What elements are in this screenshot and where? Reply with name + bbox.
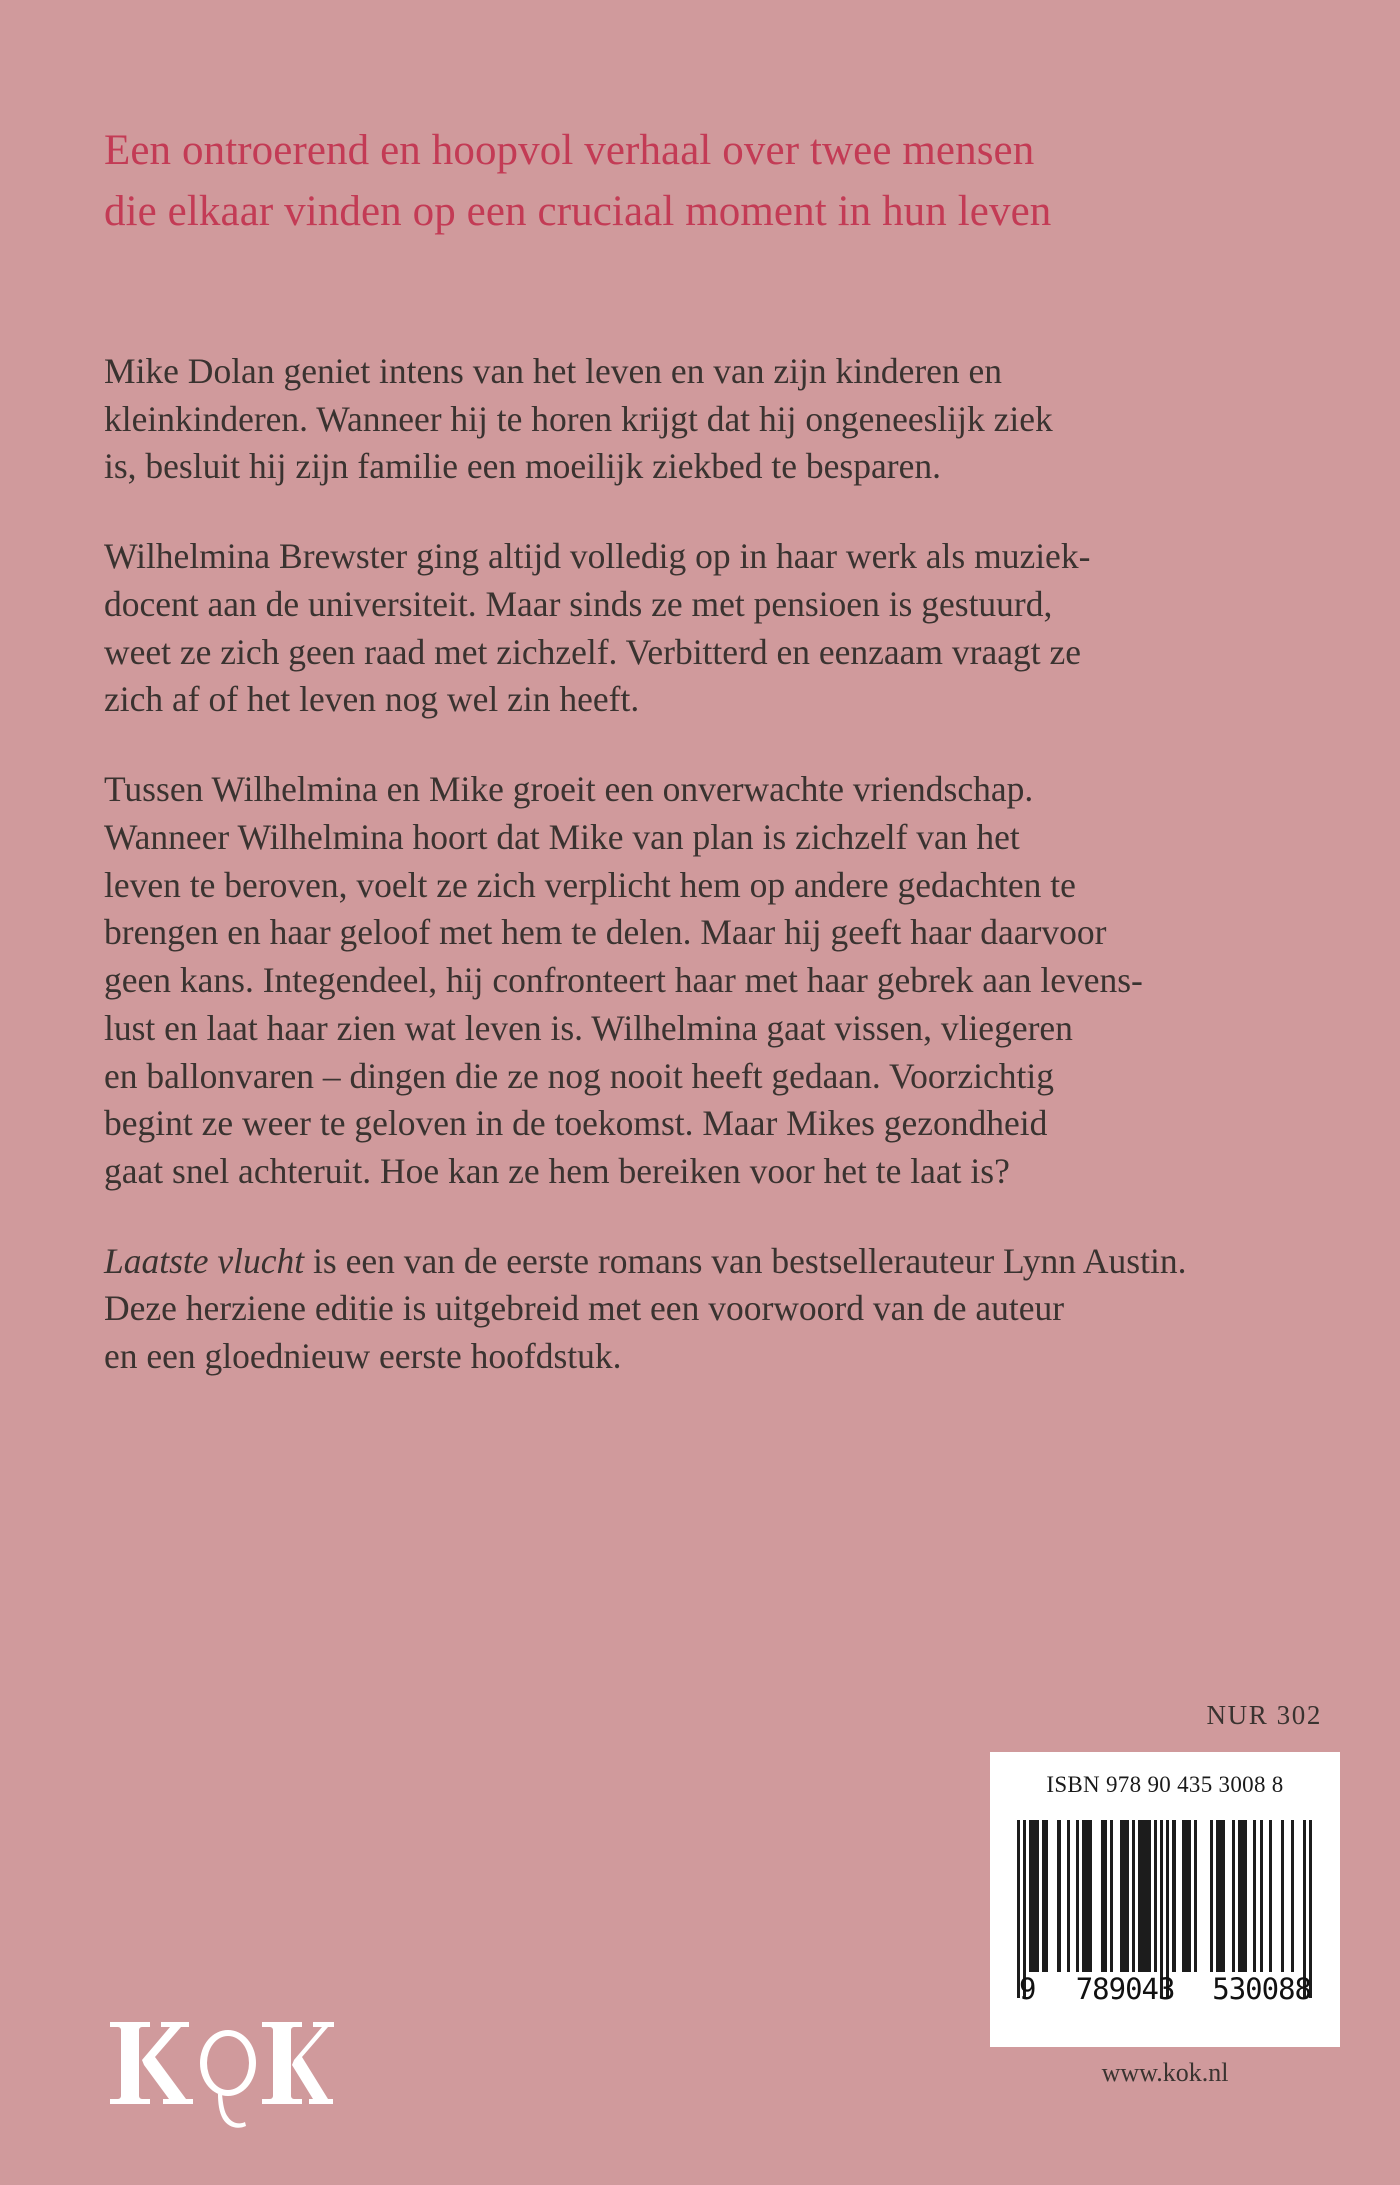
blurb-paragraph-4 — [104, 1238, 1344, 1381]
tagline-line-2: die elkaar vinden op een cruciaal moment in hun leven — [104, 188, 1052, 236]
blurb-line: weet ze zich geen raad met zichzelf. Verbitterd en eenzaam vraagt ze — [104, 631, 1081, 672]
blurb-line: begint ze weer te geloven in de toekomst. Maar Mikes gezondheid — [104, 1103, 1048, 1144]
tagline — [104, 120, 1329, 242]
isbn-number: ISBN 978 90 435 3008 8 — [1046, 1772, 1284, 1797]
blurb-line: geen kans. Integendeel, hij confronteert haar met haar gebrek aan levens- — [104, 960, 1143, 1001]
blurb-paragraph-3 — [104, 766, 1344, 1196]
barcode-digits-right: 530088 — [1212, 1972, 1311, 2006]
blurb-line: zich af of het leven nog wel zin heeft. — [104, 679, 640, 720]
blurb-line: Mike Dolan geniet intens van het leven en van zijn kinderen en — [104, 351, 1003, 391]
blurb-line: lust en laat haar zien wat leven is. Wilhelmina gaat vissen, vliegeren — [104, 1007, 1073, 1048]
blurb-line: Wilhelmina Brewster ging altijd volledig op in haar werk als muziek- — [104, 536, 1091, 577]
blurb-line: en een gloednieuw eerste hoofdstuk. — [104, 1336, 622, 1377]
blurb-line: Wanneer Wilhelmina hoort dat Mike van plan is zichzelf van het — [104, 816, 1020, 857]
blurb-line: gaat snel achteruit. Hoe kan ze hem bereiken voor het te laat is? — [104, 1151, 1010, 1192]
publisher-website: www.kok.nl — [1101, 2058, 1229, 2087]
barcode-digits — [1017, 1972, 1313, 2006]
tagline-line-1: Een ontroerend en hoopvol verhaal over twee mensen — [104, 127, 1035, 174]
barcode-digit-lead: 9 — [1019, 1972, 1036, 2006]
blurb-text — [104, 348, 1344, 1381]
book-title-italic: Laatste vlucht — [104, 1240, 305, 1281]
blurb-paragraph-1 — [104, 348, 1344, 491]
isbn-barcode-block — [990, 1752, 1340, 2047]
barcode-digits-left: 789043 — [1075, 1972, 1175, 2006]
nur-code: NUR 302 — [1206, 1700, 1322, 1730]
blurb-line-with-title — [104, 1238, 1344, 1286]
blurb-line: Deze herziene editie is uitgebreid met een voorwoord van de auteur — [104, 1288, 1065, 1329]
barcode-graphic — [1017, 1820, 1313, 2006]
blurb-line: en ballonvaren – dingen die ze nog nooit heeft gedaan. Voorzichtig — [104, 1055, 1054, 1096]
blurb-line: is, besluit hij zijn familie een moeilijk ziekbed te besparen. — [104, 446, 941, 487]
blurb-line-rest: is een van de eerste romans van bestsellerauteur Lynn Austin. — [304, 1240, 1187, 1281]
blurb-line: docent aan de universiteit. Maar sinds ze met pensioen is gestuurd, — [104, 583, 1053, 624]
blurb-line: brengen en haar geloof met hem te delen. Maar hij geeft haar daarvoor — [104, 912, 1107, 953]
kok-publisher-logo — [104, 2008, 334, 2128]
blurb-line: leven te beroven, voelt ze zich verplicht hem op andere gedachten te — [104, 864, 1076, 905]
blurb-paragraph-2 — [104, 533, 1344, 724]
blurb-line: kleinkinderen. Wanneer hij te horen krijgt dat hij ongeneeslijk ziek — [104, 398, 1053, 439]
blurb-line: Tussen Wilhelmina en Mike groeit een onverwachte vriendschap. — [104, 769, 1034, 810]
